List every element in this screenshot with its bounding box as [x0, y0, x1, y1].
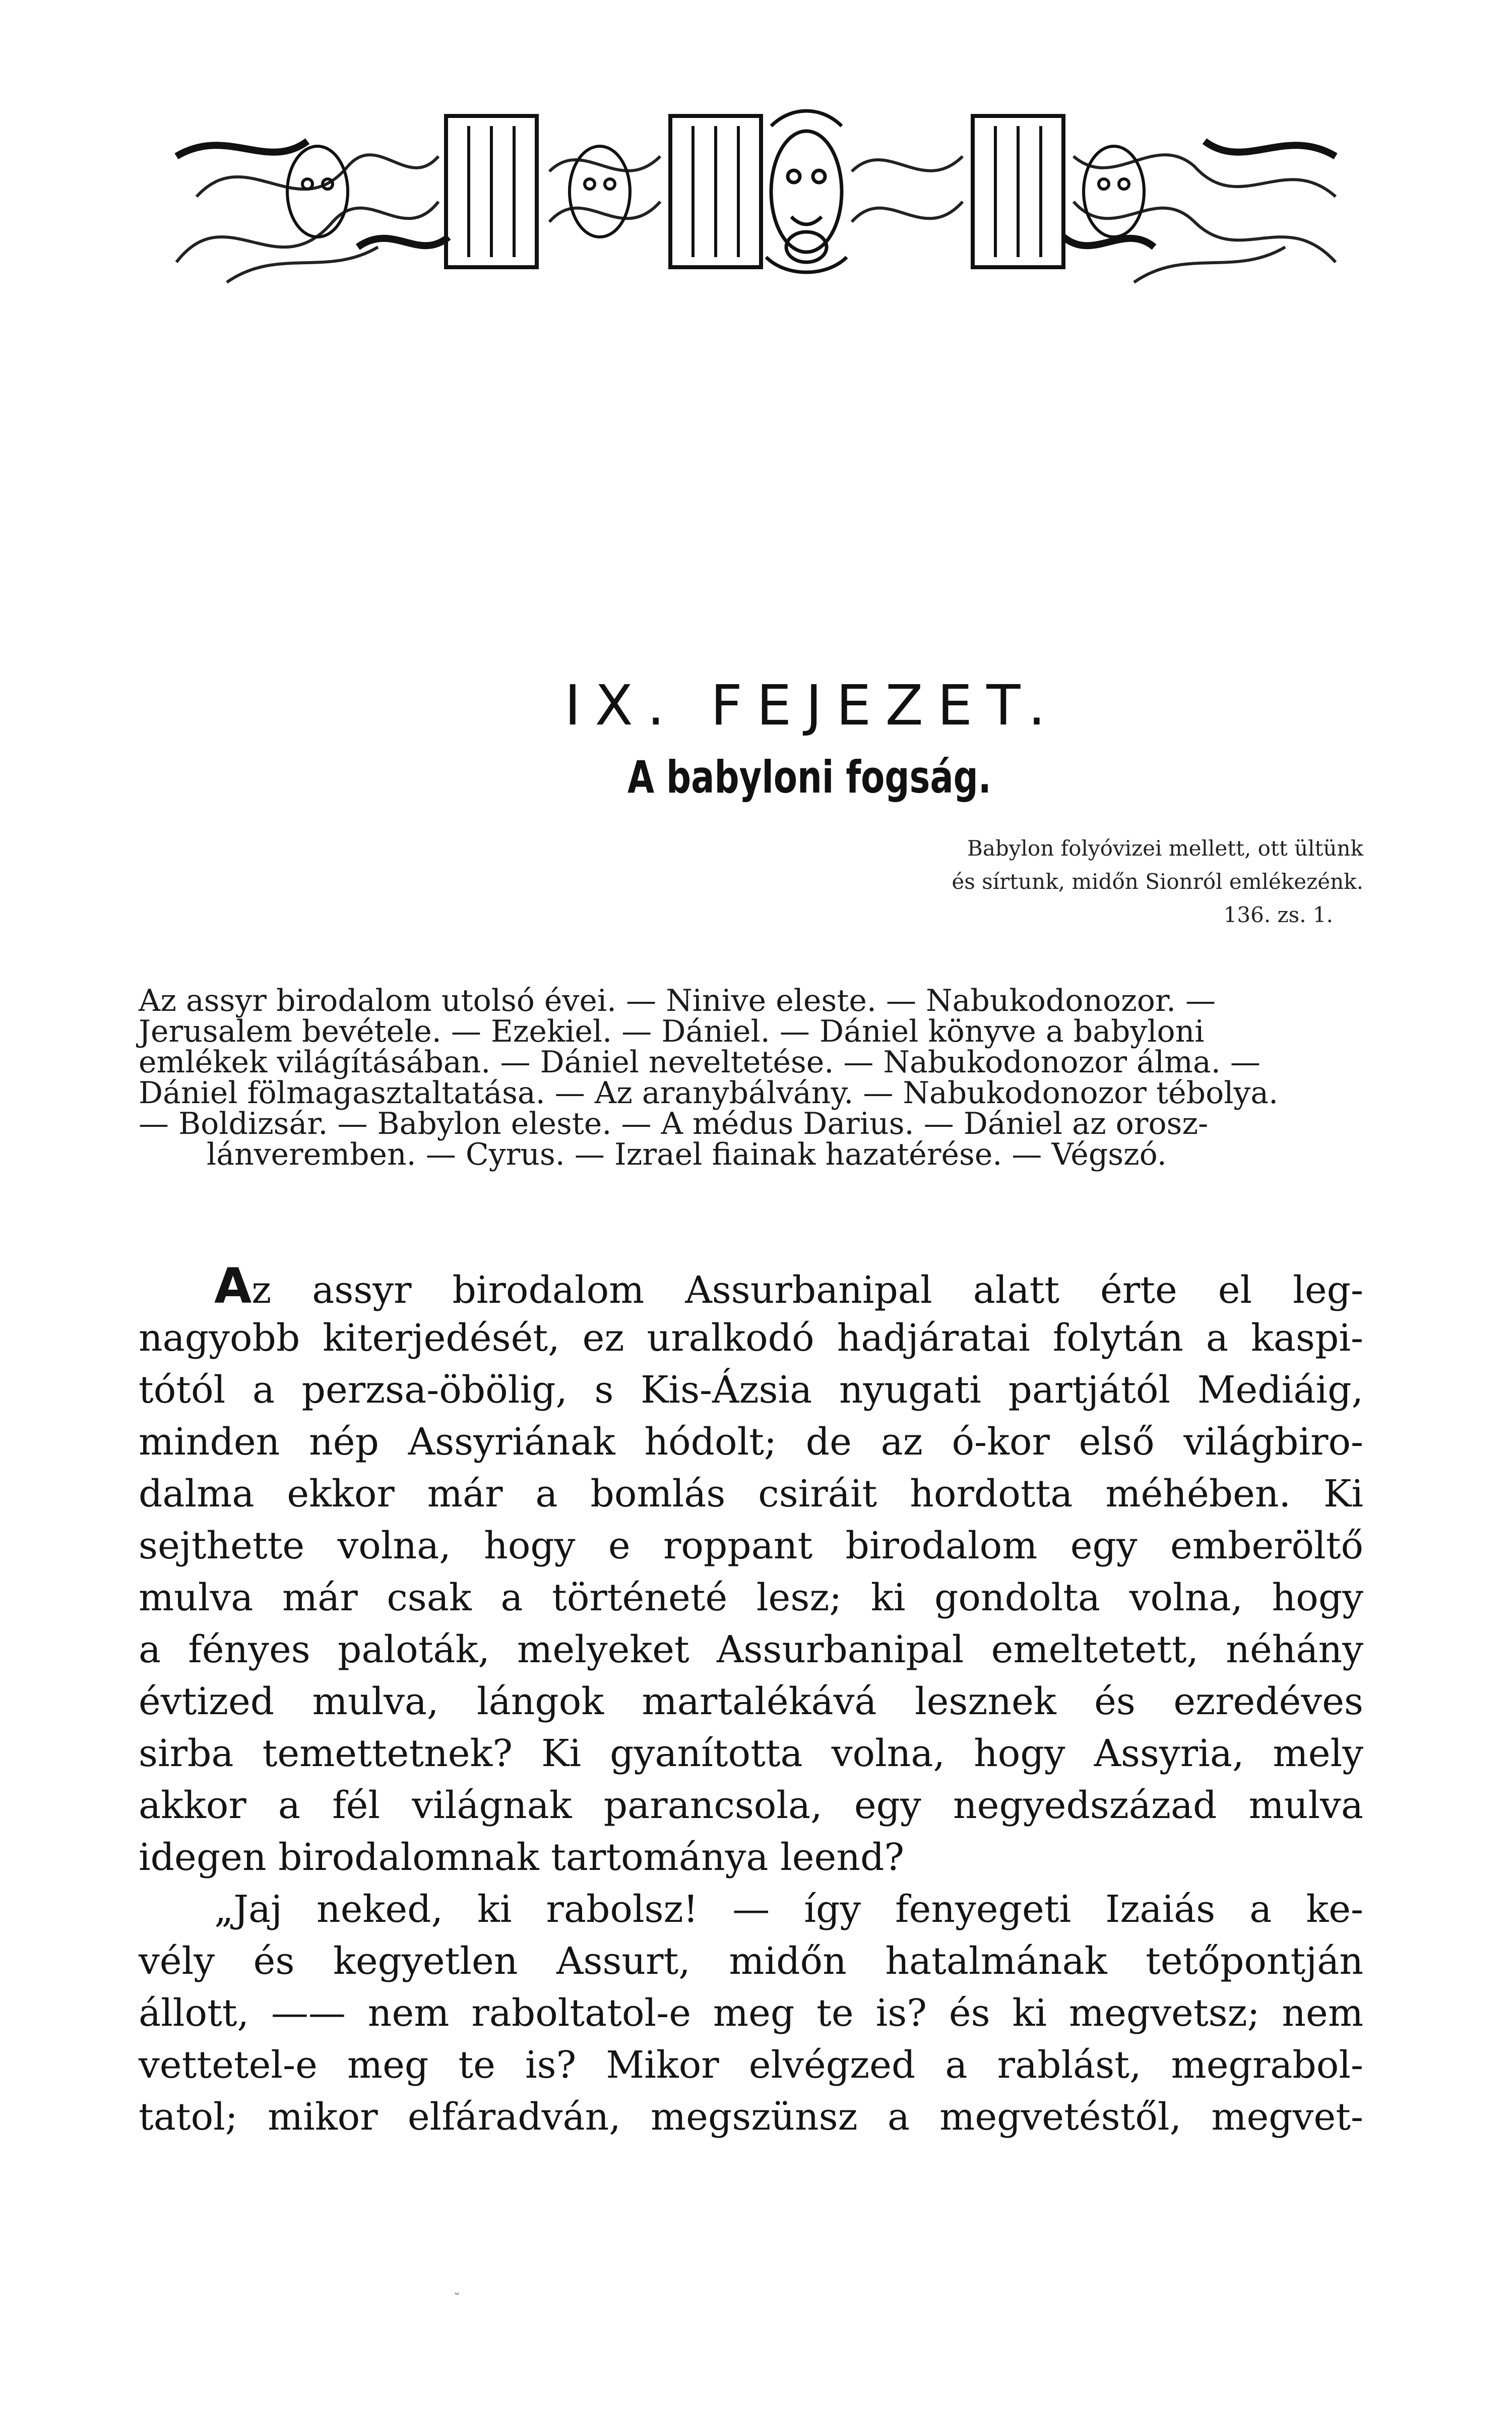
line-text: z assyr birodalom Assurbanipal alatt érte el leg-	[251, 1268, 1363, 1312]
paragraph-line: a fényes paloták, melyeket Assurbanipal emeltetett, néhány	[139, 1628, 1363, 1671]
ornament-panels	[446, 116, 1063, 267]
summary-line: emlékek világításában. — Dániel neveltetése. — Nabukodonozor álma. —	[139, 1045, 1261, 1080]
paragraph-line: sirba temettetnek? Ki gyanította volna, hogy Assyria, mely	[139, 1732, 1363, 1775]
ornament-drawing	[166, 96, 1346, 287]
chapter-title: A babyloni fogság.	[627, 751, 991, 803]
paragraph-line: évtized mulva, lángok martalékává lesznek és ezredéves	[139, 1680, 1363, 1723]
paragraph-line: dalma ekkor már a bomlás csiráit hordotta méhében. Ki	[139, 1472, 1363, 1516]
summary-line: Az assyr birodalom utolsó évei. — Ninive eleste. — Nabukodonozor. —	[139, 983, 1216, 1018]
paragraph-line: idegen birodalomnak tartománya leend?	[139, 1836, 905, 1879]
summary-line: lánveremben. — Cyrus. — Izrael fiainak hazatérése. — Végszó.	[207, 1137, 1167, 1172]
paragraph-line: sejthette volna, hogy e roppant birodalom egy emberöltő	[139, 1524, 1363, 1567]
paragraph-line: nagyobb kiterjedését, ez uralkodó hadjáratai folytán a kaspi-	[139, 1316, 1363, 1360]
paragraph-line: vély és kegyetlen Assurt, midőn hatalmának tetőpontján	[139, 1940, 1363, 1983]
paragraph-line: tatol; mikor elfáradván, megszünsz a megvetéstől, megvet-	[139, 2095, 1363, 2139]
stray-mark: ˘	[454, 2291, 460, 2307]
summary-line: — Boldizsár. — Babylon eleste. — A médus Darius. — Dániel az orosz-	[139, 1106, 1209, 1141]
paragraph-line	[139, 1260, 1363, 1312]
ornament-face	[766, 111, 847, 272]
paragraph-line: vettetel-e meg te is? Mikor elvégzed a rablást, megrabol-	[139, 2043, 1363, 2087]
epigraph-line: Babylon folyóvizei mellett, ott ültünk	[967, 836, 1363, 861]
epigraph-line: és sírtunk, midőn Sionról emlékezénk.	[952, 869, 1363, 894]
epigraph	[834, 832, 1363, 932]
chapter-number: IX. FEJEZET.	[564, 673, 1060, 738]
paragraph-line: állott, —— nem raboltatol-e meg te is? és ki megvetsz; nem	[139, 1991, 1363, 2035]
paragraph-line: tótól a perzsa-öbölig, s Kis-Ázsia nyugati partjától Mediáig,	[139, 1368, 1363, 1412]
chapter-summary	[139, 983, 1368, 1172]
paragraph-line: akkor a fél világnak parancsola, egy negyedszázad mulva	[139, 1784, 1363, 1827]
paragraph-line: mulva már csak a történeté lesz; ki gondolta volna, hogy	[139, 1576, 1363, 1619]
header-ornament	[166, 96, 1346, 287]
summary-line: Dániel fölmagasztaltatása. — Az aranybálvány. — Nabukodonozor tébolya.	[139, 1075, 1279, 1111]
drop-cap: A	[214, 1258, 252, 1314]
paragraph-line: minden nép Assyriának hódolt; de az ó-kor első világbiro-	[139, 1420, 1363, 1464]
epigraph-reference: 136. zs. 1.	[1223, 902, 1333, 927]
body-text	[139, 1260, 1363, 2143]
summary-line: Jerusalem bevétele. — Ezekiel. — Dániel. — Dániel könyve a babyloni	[139, 1014, 1205, 1049]
paragraph-line: „Jaj neked, ki rabolsz! — így fenyegeti Izaiás a ke-	[214, 1888, 1363, 1931]
